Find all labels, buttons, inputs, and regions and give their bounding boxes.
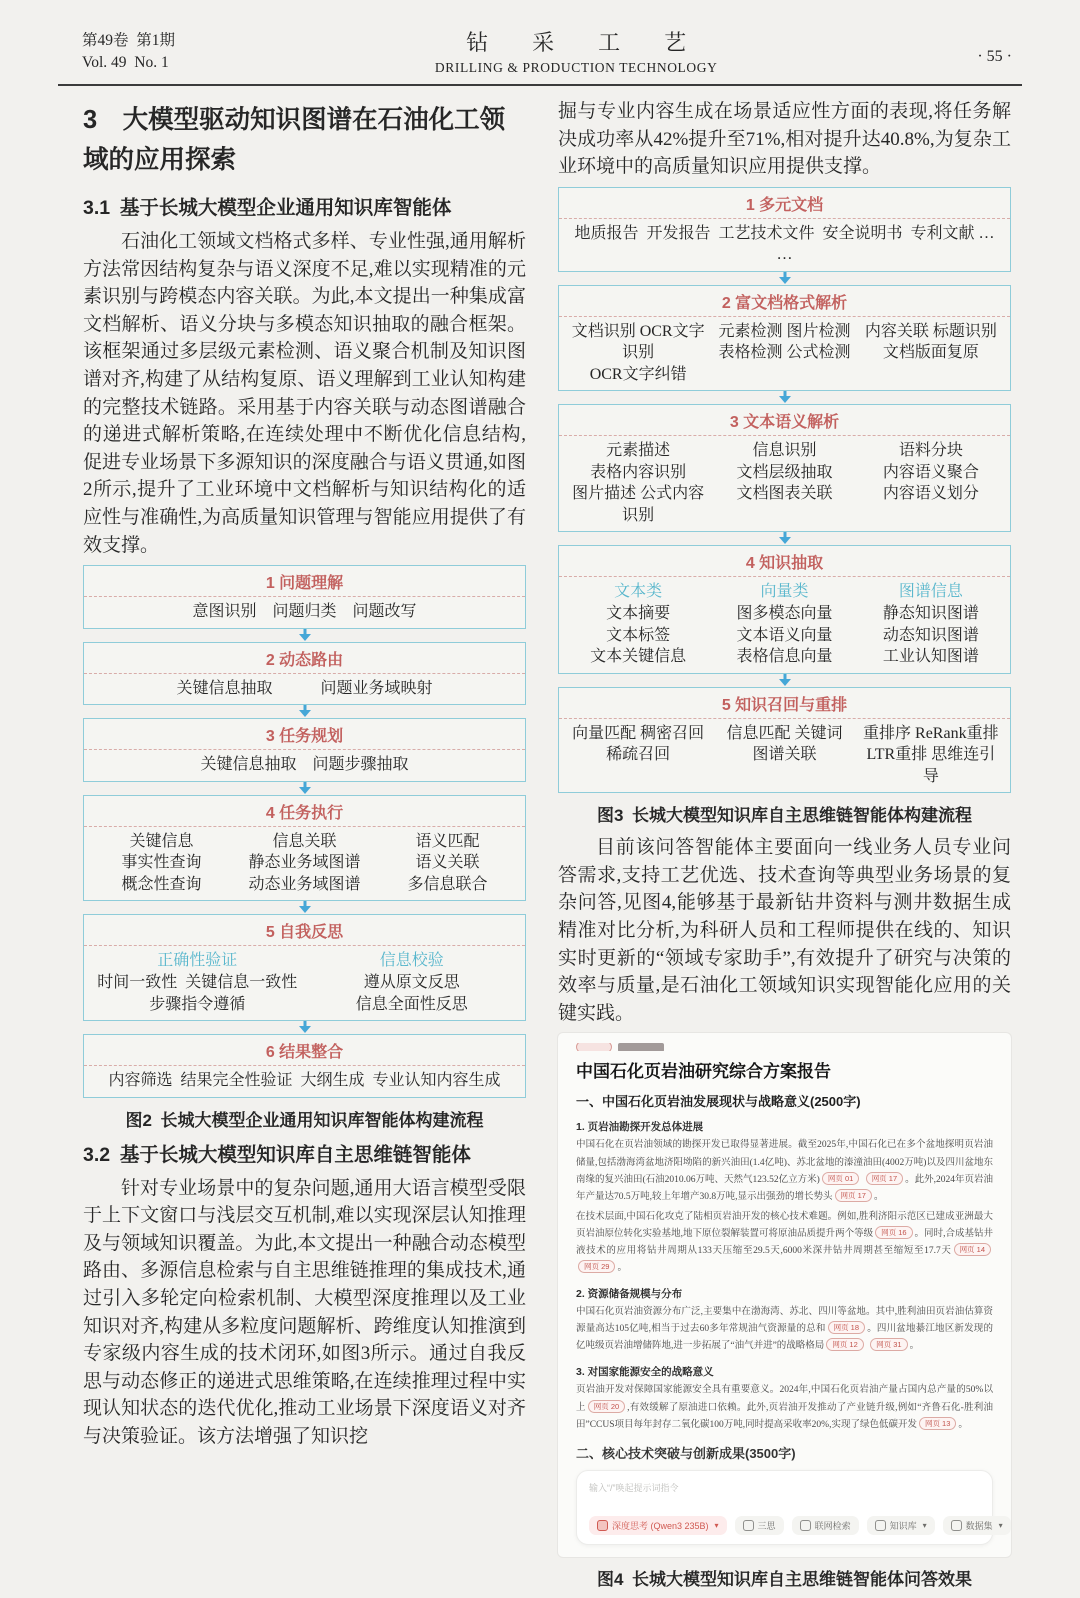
section-3-2-heading: 3.2 基于长城大模型知识库自主思维链智能体 (83, 1143, 471, 1166)
flow-item: 稀疏召回 (606, 746, 671, 764)
report-p: 中国石化在页岩油领域的勘探开发已取得显著进展。截至2025年,中国石化已在多个盆地探明页岩油储量,包括渤海湾盆地济阳坳陷的新兴油田(1.4亿吨)、苏北盆地的溱潼油田(4002万吨)以及四川盆地东南缘的复兴油田(石油2010.06万吨、天然气123.52亿立方米) 网页 01 网页 17 。此外,2024年页岩油年产量达70.5万吨,较上年增产30.8万吨,显示出强劲的增长势头 网页 17 。 (576, 1140, 994, 1202)
flow-item: 语义关联 (415, 854, 480, 872)
button-icon (951, 1520, 962, 1531)
citation-pill: 网页 13 (919, 1417, 956, 1430)
flow-col-header: 正确性验证 (157, 952, 238, 970)
flow-item: 信息关联 (272, 832, 337, 850)
flow-arrow-down-icon (83, 705, 526, 718)
flow-step-title: 2 动态路由 (84, 643, 525, 674)
button-icon (743, 1520, 754, 1531)
button-icon (875, 1520, 886, 1531)
flow-step (83, 1034, 526, 1098)
flow-item: 向量匹配 稠密召回 (572, 724, 705, 742)
section-3-title: 3 大模型驱动知识图谱在石油化工领域的应用探索 (83, 106, 506, 174)
flow-item: 静态知识图谱 (882, 605, 979, 623)
paragraph: 掘与专业内容生成在场景适应性方面的表现,将任务解决成功率从42%提升至71%,相对提升达40.8%,为复杂工业环境中的高质量知识应用提供支撑。 (558, 101, 1011, 178)
flow-item: 内容关联 标题识别 (864, 322, 997, 340)
flow-item: 内容语义聚合 (882, 463, 979, 481)
right-column (558, 98, 1011, 1598)
flow-arrow-down-icon (83, 1021, 526, 1034)
flow-item: 图谱关联 (752, 746, 817, 764)
flow-item: 重排序 ReRank重排 (863, 724, 999, 742)
flow-arrow-down-icon (83, 901, 526, 914)
flow-step-title: 2 富文档格式解析 (559, 286, 1010, 317)
report-p: 页岩油开发对保障国家能源安全具有重要意义。2024年,中国石化页岩油产量占国内总产量的50%以上 网页 20 ,有效缓解了原油进口依赖。此外,页岩油开发推动了产业链升级,例如“齐鲁石化-胜利油田”CCUS项目每年封存二氧化碳100万吨,同时提高采收率20%,实现了绿色低碳开发 网页 13 。 (576, 1385, 993, 1430)
flow-arrow-down-icon (558, 674, 1011, 687)
flow-item: 信息全面性反思 (355, 995, 468, 1013)
flow-item: 信息识别 (752, 442, 817, 460)
flow-item: 元素描述 (606, 442, 671, 460)
flow-item: 动态知识图谱 (882, 626, 979, 644)
model-icon (597, 1520, 608, 1531)
flow-arrow-down-icon (83, 782, 526, 795)
flow-item: 遵从原文反思 (363, 974, 460, 992)
flow-item: 文档识别 OCR文字识别 (571, 322, 705, 362)
model-label: 深度思考 (Qwen3 235B) (612, 1520, 709, 1531)
report-h1: 一、中国石化页岩油发展现状与战略意义(2500字) (576, 1094, 861, 1110)
button-icon (800, 1520, 811, 1531)
flow-item: 内容筛选 结果完全性验证 大纲生成 专业认知内容生成 (108, 1072, 501, 1090)
flow-step (558, 187, 1011, 272)
cutoff-content-fragment (576, 1043, 993, 1051)
flow-col-header: 文本类 (614, 583, 663, 601)
chat-composer (576, 1470, 1003, 1545)
flow-item: 工业认知图谱 (882, 648, 979, 666)
flow-item: 意图识别 问题归类 问题改写 (192, 603, 417, 621)
flow-step-title: 1 多元文档 (559, 188, 1010, 219)
composer-button: 知识库 ▾ (867, 1516, 935, 1535)
flow-col-header: 图谱信息 (898, 583, 963, 601)
flow-step (83, 718, 526, 782)
flow-step-title: 1 问题理解 (84, 566, 525, 597)
flow-step-title: 5 自我反思 (84, 915, 525, 946)
flow-item: 文本标签 (606, 626, 671, 644)
flow-col-header: 向量类 (760, 583, 809, 601)
flow-item: 元素检测 图片检测 (718, 322, 851, 340)
flow-step-title: 3 任务规划 (84, 719, 525, 750)
volume-en: Vol. 49 No. 1 (82, 54, 169, 71)
composer-button: 联网检索 (792, 1516, 859, 1535)
flow-step (83, 642, 526, 706)
flow-item: 概念性查询 (121, 875, 202, 893)
page-header (0, 0, 1080, 82)
flow-item: LTR重排 思维连引导 (866, 746, 996, 785)
journal-title-cn: 钻采工艺 (466, 30, 731, 55)
composer-button: 数据集 ▾ (943, 1516, 1011, 1535)
flow-item: 时间一致性 关键信息一致性 (97, 974, 298, 992)
flow-item: 动态业务域图谱 (248, 875, 361, 893)
flow-item: 语义匹配 (415, 832, 480, 850)
figure-3-flowchart (558, 187, 1011, 794)
citation-pill: 网页 18 (828, 1321, 865, 1334)
paragraph: 石油化工领域文档格式多样、专业性强,通用解析方法常因结构复杂与语义深度不足,难以实现精准的元素识别与跨模态内容关联。为此,本文提出一种集成富文档解析、语义分块与多模态知识抽取的融合框架。该框架通过多层级元素检测、语义聚合机制及知识图谱对齐,构建了从结构复原、语义理解到工业认知构建的完整技术链路。采用基于内容关联与动态图谱融合的递进式解析策略,在连续处理中不断优化信息结构,促进专业场景下多源知识的深度融合与语义贯通,如图2所示,提升了工业环境中文档解析与知识结构化的适应性与准确性,为高质量知识管理与智能应用提供了有效支撑。 (83, 231, 526, 556)
flow-step-title: 5 知识召回与重排 (559, 688, 1010, 719)
citation-pill: 网页 20 (588, 1400, 625, 1413)
model-selector-button (589, 1516, 727, 1535)
flow-item: 文档图表关联 (736, 485, 833, 503)
flow-arrow-down-icon (558, 532, 1011, 545)
flow-item: 图片描述 公式内容识别 (572, 485, 705, 524)
flow-item: 语料分块 (898, 442, 963, 460)
report-h2: 3. 对国家能源安全的战略意义 (576, 1366, 714, 1379)
report-h2: 2. 资源储备规模与分布 (576, 1288, 683, 1301)
flow-item: 关键信息 (129, 832, 194, 850)
citation-pill: 网页 17 (866, 1172, 903, 1185)
report-content (576, 1057, 993, 1461)
flow-step-title: 4 知识抽取 (559, 546, 1010, 577)
flow-item: 文本关键信息 (590, 648, 687, 666)
section-3-1-heading: 3.1 基于长城大模型企业通用知识库智能体 (83, 197, 452, 219)
page-number: · 55 · (977, 48, 1012, 65)
composer-toolbar (589, 1516, 1003, 1535)
flow-step (558, 404, 1011, 532)
flow-item: 事实性查询 (121, 854, 202, 872)
report-h1: 二、核心技术突破与创新成果(3500字) (576, 1445, 796, 1461)
composer-placeholder: 输入“/”唤起提示词指令 (589, 1482, 679, 1493)
citation-pill: 网页 31 (870, 1338, 907, 1351)
flow-item: OCR文字纠错 (589, 365, 687, 383)
citation-pill: 网页 29 (578, 1260, 615, 1273)
flow-item: 关键信息抽取 问题步骤抽取 (200, 756, 409, 774)
report-p: 在技术层面,中国石化攻克了陆相页岩油开发的核心技术难题。例如,胜利济阳示范区已建成亚洲最大页岩油原位转化实验基地,地下原位裂解装置可将原油品质提升两个等级 网页 16 。同时,合成基钻井液技术的应用将钻井周期从133天压缩至29.5天,6000米深井钻井周期甚至缩短至17.7天 网页 14 网页 29 。 (576, 1211, 993, 1274)
citation-pill: 网页 17 (835, 1189, 872, 1202)
two-column-body (0, 86, 1080, 1598)
report-h2: 1. 页岩油勘探开发总体进展 (576, 1121, 704, 1134)
chevron-down-icon: ▾ (922, 1520, 927, 1530)
flow-step (558, 687, 1011, 794)
figure-2-flowchart (83, 565, 526, 1098)
flow-arrow-down-icon (83, 629, 526, 642)
figure-4-caption: 图4 长城大模型知识库自主思维链智能体问答效果 (597, 1569, 972, 1589)
flow-item: 文本摘要 (606, 605, 671, 623)
flow-item: 信息匹配 关键词 (726, 724, 843, 742)
figure-4-screenshot (558, 1033, 1011, 1556)
composer-button: 三思 (735, 1516, 784, 1535)
flow-item: 多信息联合 (407, 875, 488, 893)
flow-item: 表格内容识别 (590, 463, 687, 481)
flow-step (558, 545, 1011, 674)
report-title: 中国石化页岩油研究综合方案报告 (576, 1062, 831, 1082)
figure-2-caption: 图2 长城大模型企业通用知识库智能体构建流程 (125, 1110, 484, 1130)
cutoff-citation-pill (576, 1043, 612, 1051)
volume-cn: 第49卷 第1期 (82, 32, 176, 49)
flow-item: 文档层级抽取 (736, 463, 833, 481)
citation-pill: 网页 12 (826, 1338, 863, 1351)
left-column (83, 98, 526, 1598)
flow-step (558, 285, 1011, 392)
paragraph: 目前该问答智能体主要面向一线业务人员专业问答需求,支持工艺优选、技术查询等典型业务场景的复杂问答,见图4,能够基于最新钻井资料与测井数据生成精准对比分析,为科研人员和工程师提供在线的、知识实时更新的“领域专家助手”,有效提升了研究与决策的效率与质量,是石油化工领域知识实现智能化应用的关键实践。 (558, 837, 1011, 1024)
journal-title (422, 30, 730, 76)
flow-arrow-down-icon (558, 272, 1011, 285)
flow-step (83, 914, 526, 1021)
flow-col-header: 信息校验 (379, 952, 444, 970)
citation-pill: 网页 16 (875, 1226, 912, 1239)
flow-item: 步骤指令遵循 (149, 995, 246, 1013)
flow-item: 图多模态向量 (736, 605, 833, 623)
flow-step (83, 795, 526, 902)
flow-item: 表格检测 公式检测 (718, 344, 851, 362)
flow-item: 地质报告 开发报告 工艺技术文件 安全说明书 专利文献 … … (574, 224, 995, 264)
citation-pill: 网页 14 (954, 1243, 991, 1256)
flow-step-title: 6 结果整合 (84, 1035, 525, 1066)
flow-item: 静态业务域图谱 (248, 854, 361, 872)
figure-3-caption: 图3 长城大模型知识库自主思维链智能体构建流程 (597, 806, 972, 826)
chevron-down-icon: ▾ (714, 1520, 719, 1530)
cutoff-text-bar (618, 1043, 664, 1051)
flow-item: 表格信息向量 (736, 648, 833, 666)
flow-item: 文档版面复原 (882, 344, 979, 362)
composer-buttons (735, 1516, 1011, 1535)
flow-step-title: 4 任务执行 (84, 796, 525, 827)
flow-item: 内容语义划分 (882, 485, 979, 503)
citation-pill: 网页 01 (822, 1172, 859, 1185)
flow-step (83, 565, 526, 629)
paragraph: 针对专业场景中的复杂问题,通用大语言模型受限于上下文窗口与浅层交互机制,难以实现深层认知推理及与领域知识覆盖。为此,本文提出一种融合动态模型路由、多源信息检索与自主思维链推理的集成技术,通过引入多轮定向检索机制、大模型深度推理以及工业知识对齐,构建从多粒度问题解析、跨维度认知推演到专家级内容生成的技术闭环,如图3所示。通过自我反思与动态修正的递进式思维策略,在连续推理过程中实现认知状态的迭代优化,推动工业场景下深度语义对齐与决策验证。该方法增强了知识挖 (83, 1177, 526, 1447)
report-p: 中国石化页岩油资源分布广泛,主要集中在渤海湾、苏北、四川等盆地。其中,胜利油田页岩油估算资源量高达105亿吨,相当于过去60多年常规油气资源量的总和 网页 18 。四川盆地綦江地区新发现的亿吨级页岩油增储阵地,进一步拓展了“油气并进”的战略格局 网页 12 网页 31 。 (576, 1307, 993, 1352)
flow-arrow-down-icon (558, 391, 1011, 404)
issue-info (82, 30, 175, 74)
chevron-down-icon: ▾ (998, 1520, 1003, 1530)
flow-item: 关键信息抽取 问题业务域映射 (176, 679, 433, 697)
journal-title-en: DRILLING & PRODUCTION TECHNOLOGY (434, 60, 718, 75)
flow-step-title: 3 文本语义解析 (559, 405, 1010, 436)
flow-item: 文本语义向量 (736, 626, 833, 644)
